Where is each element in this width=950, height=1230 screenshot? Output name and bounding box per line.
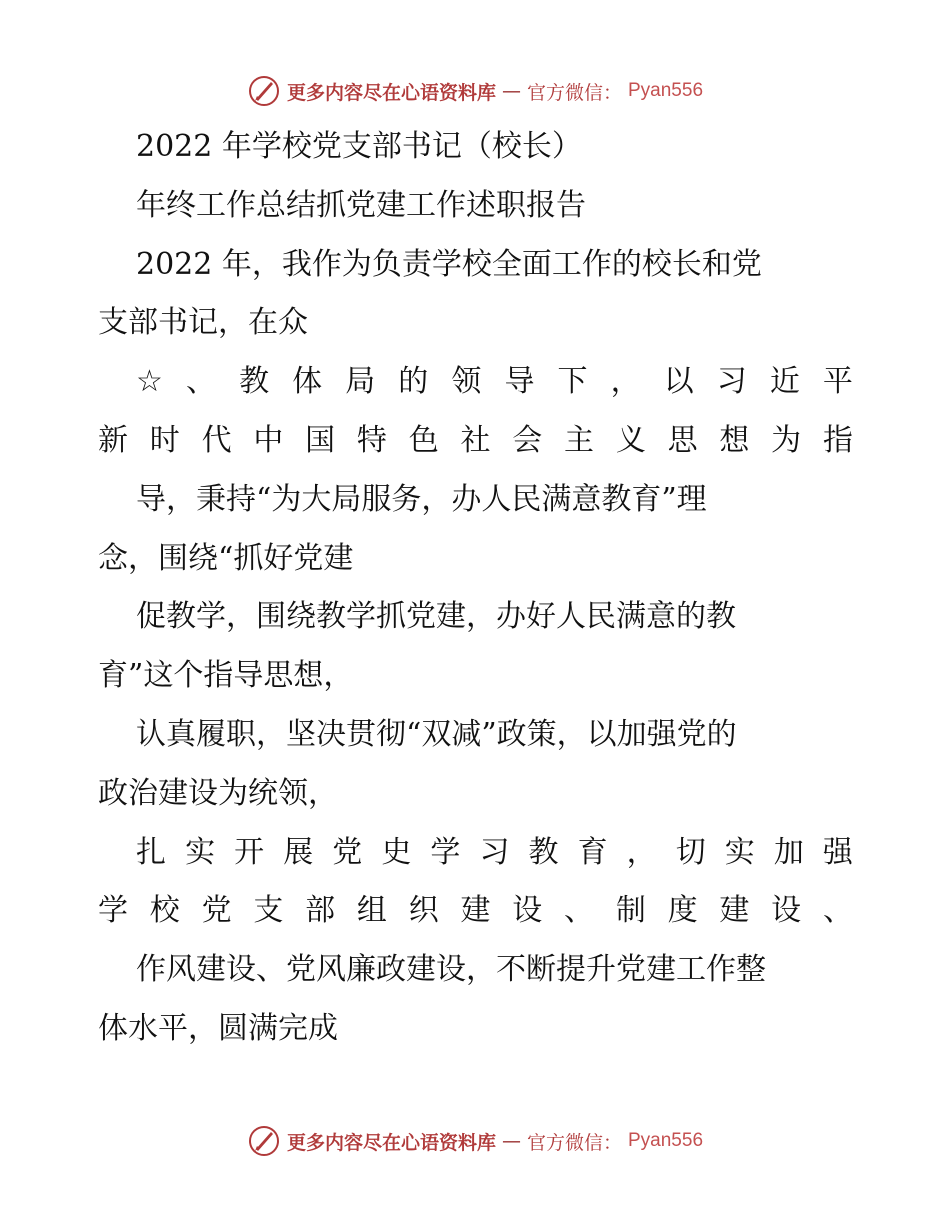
paragraph-line-spread	[98, 412, 853, 471]
text-glyph: 、	[185, 364, 216, 400]
text-glyph: 指	[822, 422, 853, 458]
paragraph-line: 念，围绕“抓好党建	[98, 540, 354, 576]
text-glyph: 思	[667, 422, 698, 458]
text-glyph: 扎	[136, 834, 166, 870]
watermark-label: 官方微信：	[526, 81, 622, 104]
text-glyph: 想	[719, 422, 750, 458]
paragraph-line: 促教学，围绕教学抓党建，办好人民满意的教	[136, 599, 736, 635]
text-glyph: 下	[557, 364, 588, 400]
paragraph-line-spread	[98, 353, 853, 412]
text-glyph: 教	[528, 834, 559, 870]
paragraph-line: 体水平，圆满完成	[98, 1010, 338, 1046]
text-glyph: 切	[675, 834, 706, 870]
text-glyph: 为	[771, 422, 802, 458]
text-glyph: 主	[564, 422, 595, 458]
paragraph-line: 作风建设、党风廉政建设，不断提升党建工作整	[136, 952, 766, 988]
quill-logo-icon	[247, 1124, 281, 1158]
text-glyph: 设	[512, 893, 543, 929]
text-glyph: 以	[663, 364, 694, 400]
text-glyph: 代	[201, 422, 232, 458]
text-glyph: 学	[430, 834, 461, 870]
text-glyph: 展	[283, 834, 314, 870]
text-glyph: 度	[667, 893, 698, 929]
watermark-label: 官方微信：	[526, 1131, 622, 1154]
text-glyph: 领	[451, 364, 482, 400]
text-glyph: 色	[408, 422, 439, 458]
text-glyph: 开	[234, 834, 265, 870]
text-glyph: 实	[185, 834, 216, 870]
text-glyph: 国	[305, 422, 336, 458]
text-glyph: 局	[345, 364, 376, 400]
document-body	[98, 118, 853, 1059]
text-glyph: 平	[822, 364, 853, 400]
paragraph-line: 认真履职，坚决贯彻“双减”政策，以加强党的	[136, 716, 737, 752]
text-glyph: 中	[253, 422, 284, 458]
text-glyph: 强	[822, 834, 853, 870]
watermark-account: Pyan556	[628, 80, 704, 101]
text-glyph: 制	[615, 893, 646, 929]
text-glyph: ，	[610, 364, 641, 400]
watermark-text: 更多内容尽在心语资料库	[286, 81, 496, 104]
text-glyph: 史	[381, 834, 412, 870]
paragraph-line: 导，秉持“为大局服务，办人民满意教育”理	[136, 481, 707, 517]
quill-logo-icon	[247, 74, 281, 108]
text-glyph: 校	[149, 893, 180, 929]
paragraph-line: 政治建设为统领，	[98, 775, 338, 811]
text-glyph: 习	[479, 834, 510, 870]
text-glyph: 建	[460, 893, 491, 929]
text-glyph: 义	[615, 422, 646, 458]
text-glyph: 近	[769, 364, 800, 400]
text-glyph: 组	[356, 893, 387, 929]
paragraph-line: 育”这个指导思想，	[98, 658, 354, 694]
text-glyph: 会	[512, 422, 543, 458]
text-glyph: 、	[822, 893, 853, 929]
watermark-account: Pyan556	[628, 1130, 704, 1151]
title-line-2: 年终工作总结抓党建工作述职报告	[136, 187, 586, 223]
text-glyph: 、	[564, 893, 595, 929]
text-glyph: 社	[460, 422, 491, 458]
watermark-dash: —	[501, 80, 521, 102]
text-glyph: 建	[719, 893, 750, 929]
text-glyph: 实	[724, 834, 755, 870]
text-glyph: 织	[408, 893, 439, 929]
text-glyph: 设	[771, 893, 802, 929]
text-glyph: 习	[716, 364, 747, 400]
text-glyph: ☆	[136, 364, 163, 400]
watermark-header	[0, 74, 950, 108]
text-glyph: 的	[398, 364, 429, 400]
text-glyph: 时	[149, 422, 180, 458]
text-glyph: 支	[253, 893, 284, 929]
text-glyph: 导	[504, 364, 535, 400]
text-glyph: 学	[98, 893, 128, 929]
text-glyph: 教	[239, 364, 270, 400]
paragraph-line: 支部书记，在众	[98, 305, 308, 341]
text-glyph: 加	[773, 834, 804, 870]
text-glyph: 育	[577, 834, 608, 870]
text-glyph: 体	[292, 364, 323, 400]
title-line-1: 2022 年学校党支部书记（校长）	[136, 129, 582, 164]
text-glyph: 部	[305, 893, 336, 929]
paragraph-line-spread	[98, 824, 853, 883]
paragraph-line-spread	[98, 882, 853, 941]
watermark-footer	[0, 1124, 950, 1158]
watermark-dash: —	[501, 1130, 521, 1152]
paragraph-line: 2022 年，我作为负责学校全面工作的校长和党	[136, 246, 762, 282]
text-glyph: ，	[626, 834, 657, 870]
text-glyph: 特	[356, 422, 387, 458]
text-glyph: 党	[201, 893, 232, 929]
text-glyph: 党	[332, 834, 363, 870]
text-glyph: 新	[98, 422, 128, 458]
watermark-text: 更多内容尽在心语资料库	[286, 1131, 496, 1154]
